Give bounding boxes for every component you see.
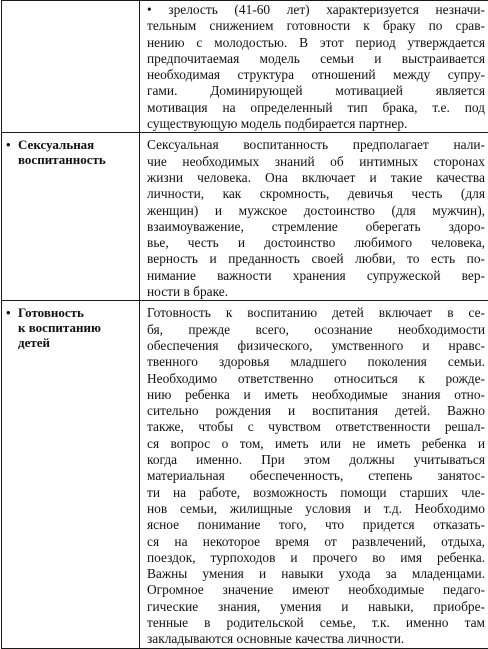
text-line: обеспечения физического, умственного и нравс-: [147, 338, 485, 354]
table-row: [2, 301, 488, 648]
bullet-icon: •: [6, 305, 18, 350]
text-line: взаимоуважение, стремление оберегать здоро-: [147, 219, 485, 235]
text-line: Необходимо ответственно относиться к рожде-: [147, 371, 485, 387]
text-line: нимание важности хранения супружеской вер-: [147, 268, 485, 284]
text-line: тельным снижением готовности к браку по срав-: [147, 18, 485, 34]
text-line: Готовность к воспитанию детей включает в се-: [147, 305, 485, 321]
text-line: гами. Доминирующей мотивацией является: [147, 83, 485, 99]
text-line: закладываются основные качества личности.: [147, 631, 485, 647]
text-line: когда именно. При этом должны учитываться: [147, 452, 485, 468]
text-line: Важны умения и навыки ухода за младенцами.: [147, 566, 485, 582]
text-line: Готовность: [18, 305, 135, 320]
text-line: предпочитаемая модель семьи и выстраивается: [147, 51, 485, 67]
text-line: мотивация на определенный тип брака, т.е. под: [147, 100, 485, 116]
text-line: Огромное значение имеют необходимые педаго-: [147, 582, 485, 598]
row-heading: [2, 133, 139, 167]
text-line: поездок, турпоходов и прочего во имя ребенка.: [147, 550, 485, 566]
text-line: сительно рождения и воспитания детей. Важно: [147, 403, 485, 419]
text-line: гические знания, умения и навыки, приобре-: [147, 599, 485, 615]
document-table: [1, 0, 488, 649]
table-row: [2, 1, 488, 133]
text-line: ся на некоторое время от развлечений, отдыха,: [147, 534, 485, 550]
text-line: Сексуальная: [18, 137, 135, 152]
text-line: чие необходимых знаний об интимных сторонах: [147, 154, 485, 170]
text-line: • зрелость (41-60 лет) характеризуется незначи-: [147, 2, 485, 18]
text-line: ти на работе, возможность помощи старших чле-: [147, 485, 485, 501]
text-line: бя, прежде всего, осознание необходимости: [147, 322, 485, 338]
text-line: твенного здоровья младшего поколения семьи.: [147, 354, 485, 370]
text-line: воспитанность: [18, 152, 135, 167]
text-line: к воспитанию: [18, 320, 135, 335]
text-line: жизни человека. Она включает и такие качества: [147, 170, 485, 186]
text-line: нию ребенка и иметь необходимые знания отно-: [147, 387, 485, 403]
text-line: личности, как скромность, девичья честь (для: [147, 186, 485, 202]
body-cell: [140, 133, 488, 301]
text-line: ности в браке.: [147, 284, 485, 300]
text-line: Сексуальная воспитанность предполагает нали-: [147, 137, 485, 153]
text-line: также, чтобы с чувством ответственности решал-: [147, 419, 485, 435]
heading-cell: [2, 301, 140, 648]
text-line: необходимая структура отношений между супру-: [147, 67, 485, 83]
row-heading: [2, 301, 139, 350]
text-line: детей: [18, 335, 135, 350]
text-line: вье, честь и достоинство любимого человека,: [147, 235, 485, 251]
text-line: нов семьи, жилищные условия и т.д. Необходимо: [147, 501, 485, 517]
text-line: верность и преданность своей любви, то есть по-: [147, 251, 485, 267]
heading-cell: [2, 1, 140, 133]
body-text: [140, 301, 488, 647]
text-line: женщин) и мужское достоинство (для мужчин),: [147, 203, 485, 219]
text-line: существующую модель подбирается партнер.: [147, 116, 485, 132]
table-row: [2, 133, 488, 301]
text-line: ясное понимание того, что придется отказать-: [147, 517, 485, 533]
text-line: тенные в родительской семье, т.к. именно там: [147, 615, 485, 631]
body-cell: [140, 301, 488, 648]
heading-cell: [2, 133, 140, 301]
text-line: нению с молодостью. В этот период утверждается: [147, 35, 485, 51]
bullet-icon: •: [6, 137, 18, 167]
body-cell: [140, 1, 488, 133]
body-text: [140, 1, 488, 132]
text-line: ся вопрос о том, иметь или не иметь ребенка и: [147, 436, 485, 452]
body-text: [140, 133, 488, 300]
text-line: материальная обеспеченность, степень занятос-: [147, 468, 485, 484]
